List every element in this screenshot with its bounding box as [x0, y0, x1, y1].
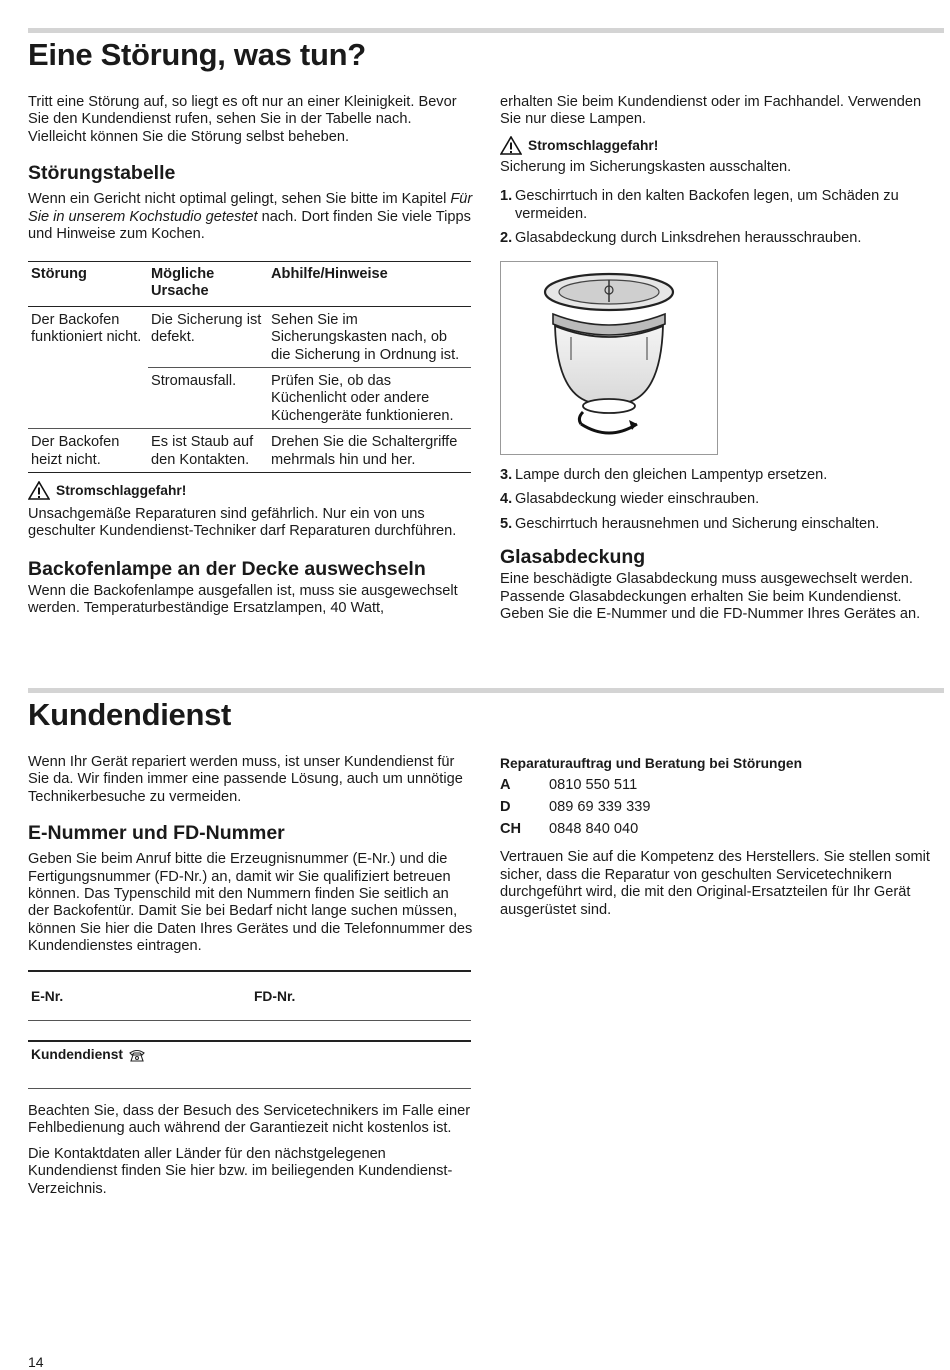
lamp-cover-illustration — [500, 261, 718, 455]
cost-note: Beachten Sie, dass der Besuch des Servicetechnikers im Falle einer Fehlbedienung auch während der Garantiezeit nicht kostenlos ist. — [28, 1103, 471, 1137]
trust-text: Vertrauen Sie auf die Kompetenz des Herstellers. Sie stellen somit sicher, dass die Reparatur von geschulten Servicetechnikern durchgeführt wird, die mit den Original-Ersatzteilen für Ihr Gerät ausgerüstet sind. — [500, 849, 930, 918]
table-heading: Störungstabelle — [28, 162, 176, 185]
warning-text: Unsachgemäße Reparaturen sind gefährlich. Nur ein von uns geschulter Kundendienst-Techniker darf Reparaturen durchführen. — [28, 506, 457, 540]
table-row — [28, 368, 471, 429]
table-row — [28, 429, 471, 473]
right-column-1 — [500, 94, 940, 254]
table-intro-a: Wenn ein Gericht nicht optimal gelingt, sehen Sie bitte im Kapitel — [28, 191, 451, 208]
fault-table-wrap — [28, 261, 471, 473]
table-header: Abhilfe/Hinweise — [268, 262, 471, 307]
warning-triangle-icon — [500, 136, 522, 155]
step-number: 5. — [500, 515, 513, 532]
steps-list — [500, 467, 940, 533]
list-item — [500, 491, 940, 508]
list-item — [500, 467, 940, 484]
section-divider — [28, 688, 944, 693]
right-column-3 — [500, 755, 945, 919]
form-rule — [28, 970, 471, 972]
step-number: 2. — [500, 230, 513, 247]
fault-table — [28, 261, 471, 473]
lamp-text-cont: erhalten Sie beim Kundendienst oder im Fachhandel. Verwenden Sie nur diese Lampen. — [500, 94, 922, 128]
form-rule — [28, 1088, 471, 1089]
fdnr-field-label: FD-Nr. — [254, 989, 296, 1004]
phone-row — [500, 818, 720, 840]
phone-number: 0848 840 040 — [549, 820, 639, 837]
phone-number: 089 69 339 339 — [549, 798, 651, 815]
glass-text: Eine beschädigte Glasabdeckung muss ausgewechselt werden. Passende Glasabdeckungen erhalten Sie beim Kundendienst. Geben Sie die E-Nummer und die FD-Nummer Ihres Gerätes an. — [500, 571, 921, 623]
enr-field-label: E-Nr. — [31, 989, 64, 1004]
left-column-4 — [28, 1103, 473, 1198]
table-header: Mögliche Ursache — [148, 262, 268, 307]
service-intro: Wenn Ihr Gerät repariert werden muss, ist unser Kundendienst für Sie da. Wir finden immer eine passende Lösung, auch um unnötige Technikerbesuche zu vermeiden. — [28, 754, 463, 805]
left-column-1 — [28, 94, 473, 243]
country-code: CH — [500, 820, 522, 837]
steps-list — [500, 188, 940, 247]
enr-heading: E-Nummer und FD-Nummer — [28, 822, 285, 845]
left-column-3 — [28, 754, 473, 956]
page-title: Eine Störung, was tun? — [28, 37, 366, 72]
table-cell: Prüfen Sie, ob das Küchenlicht oder andere Küchengeräte funktionieren. — [268, 368, 471, 429]
right-column-2 — [500, 467, 940, 623]
table-cell — [28, 368, 148, 429]
section-divider — [28, 28, 944, 33]
step-text: Glasabdeckung wieder einschrauben. — [515, 491, 760, 508]
table-header: Störung — [28, 262, 148, 307]
table-cell: Stromausfall. — [148, 368, 268, 429]
service-field-label-text: Kundendienst — [31, 1047, 123, 1062]
section-title: Kundendienst — [28, 697, 232, 732]
step-number: 3. — [500, 467, 513, 483]
lamp-text: Wenn die Backofenlampe ausgefallen ist, muss sie ausgewechselt werden. Temperaturbeständige Ersatzlampen, 40 Watt, — [28, 582, 458, 617]
country-code: D — [500, 798, 511, 815]
form-rule — [28, 1020, 471, 1021]
phone-number: 0810 550 511 — [549, 776, 638, 793]
warning-label-text: Stromschlaggefahr! — [56, 482, 187, 498]
country-code: A — [500, 776, 511, 793]
left-column-2 — [28, 481, 473, 618]
list-item — [500, 516, 940, 533]
enr-text: Geben Sie beim Anruf bitte die Erzeugnisnummer (E-Nr.) und die Fertigungsnummer (FD-Nr.) an, damit wir Sie qualifiziert betreuen können. Das Typenschild mit den Nummern finden Sie seitlich an der Backofentür. Damit Sie bei Bedarf nicht lange suchen müssen, können Sie hier die Daten Ihres Gerätes und die Telefonnummer des Kundendienstes eintragen. — [28, 851, 473, 955]
telephone-icon — [128, 1048, 146, 1062]
step-number: 1. — [500, 188, 513, 205]
step-text: Lampe durch den gleichen Lampentyp ersetzen. — [515, 467, 828, 483]
contact-note: Die Kontaktdaten aller Länder für den nächstgelegenen Kundendienst finden Sie hier bzw. im beiliegenden Kundendienst-Verzeichnis. — [28, 1145, 453, 1197]
table-row — [28, 306, 471, 367]
table-cell: Es ist Staub auf den Kontakten. — [148, 429, 268, 473]
warning-label-text: Stromschlaggefahr! — [528, 137, 659, 153]
table-cell: Sehen Sie im Sicherungskasten nach, ob die Sicherung in Ordnung ist. — [271, 311, 460, 363]
phone-row — [500, 774, 720, 796]
lamp-cover-drawing — [501, 262, 717, 454]
step-text: Geschirrtuch in den kalten Backofen legen, um Schäden zu vermeiden. — [515, 188, 899, 222]
phone-list — [500, 774, 720, 840]
form-rule — [28, 1040, 471, 1042]
table-cell: Drehen Sie die Schaltergriffe mehrmals hin und her. — [268, 429, 471, 473]
step-text: Glasabdeckung durch Linksdrehen herausschrauben. — [515, 230, 862, 247]
table-intro-italic: Für Sie in unserem Kochstudio getestet — [28, 191, 473, 225]
table-cell: Der Backofen funktioniert nicht. — [31, 311, 142, 346]
table-intro — [28, 191, 473, 243]
warning-label — [28, 481, 473, 500]
warning-triangle-icon — [28, 481, 50, 500]
step-text: Geschirrtuch herausnehmen und Sicherung einschalten. — [515, 515, 880, 532]
warning-label — [500, 136, 940, 155]
list-item — [500, 188, 940, 223]
step-number: 4. — [500, 491, 513, 508]
phone-row — [500, 796, 720, 818]
page-number: 14 — [28, 1354, 44, 1370]
table-header-row — [28, 262, 471, 307]
intro-text: Tritt eine Störung auf, so liegt es oft nur an einer Kleinigkeit. Bevor Sie den Kundendienst rufen, sehen Sie in der Tabelle nach. Vielleicht können Sie die Störung selbst beheben. — [28, 94, 457, 145]
repair-heading: Reparaturauftrag und Beratung bei Störungen — [500, 756, 803, 771]
glass-heading: Glasabdeckung — [500, 546, 646, 569]
warning-text: Sicherung im Sicherungskasten ausschalten. — [500, 158, 792, 175]
lamp-heading: Backofenlampe an der Decke auswechseln — [28, 557, 426, 580]
service-field-label — [31, 1046, 146, 1063]
list-item — [500, 230, 940, 247]
table-intro-b: nach. Dort finden Sie viele Tipps und Hinweise zum Kochen. — [28, 208, 471, 243]
table-cell: Die Sicherung ist defekt. — [151, 311, 262, 346]
table-cell: Der Backofen heizt nicht. — [28, 429, 148, 473]
